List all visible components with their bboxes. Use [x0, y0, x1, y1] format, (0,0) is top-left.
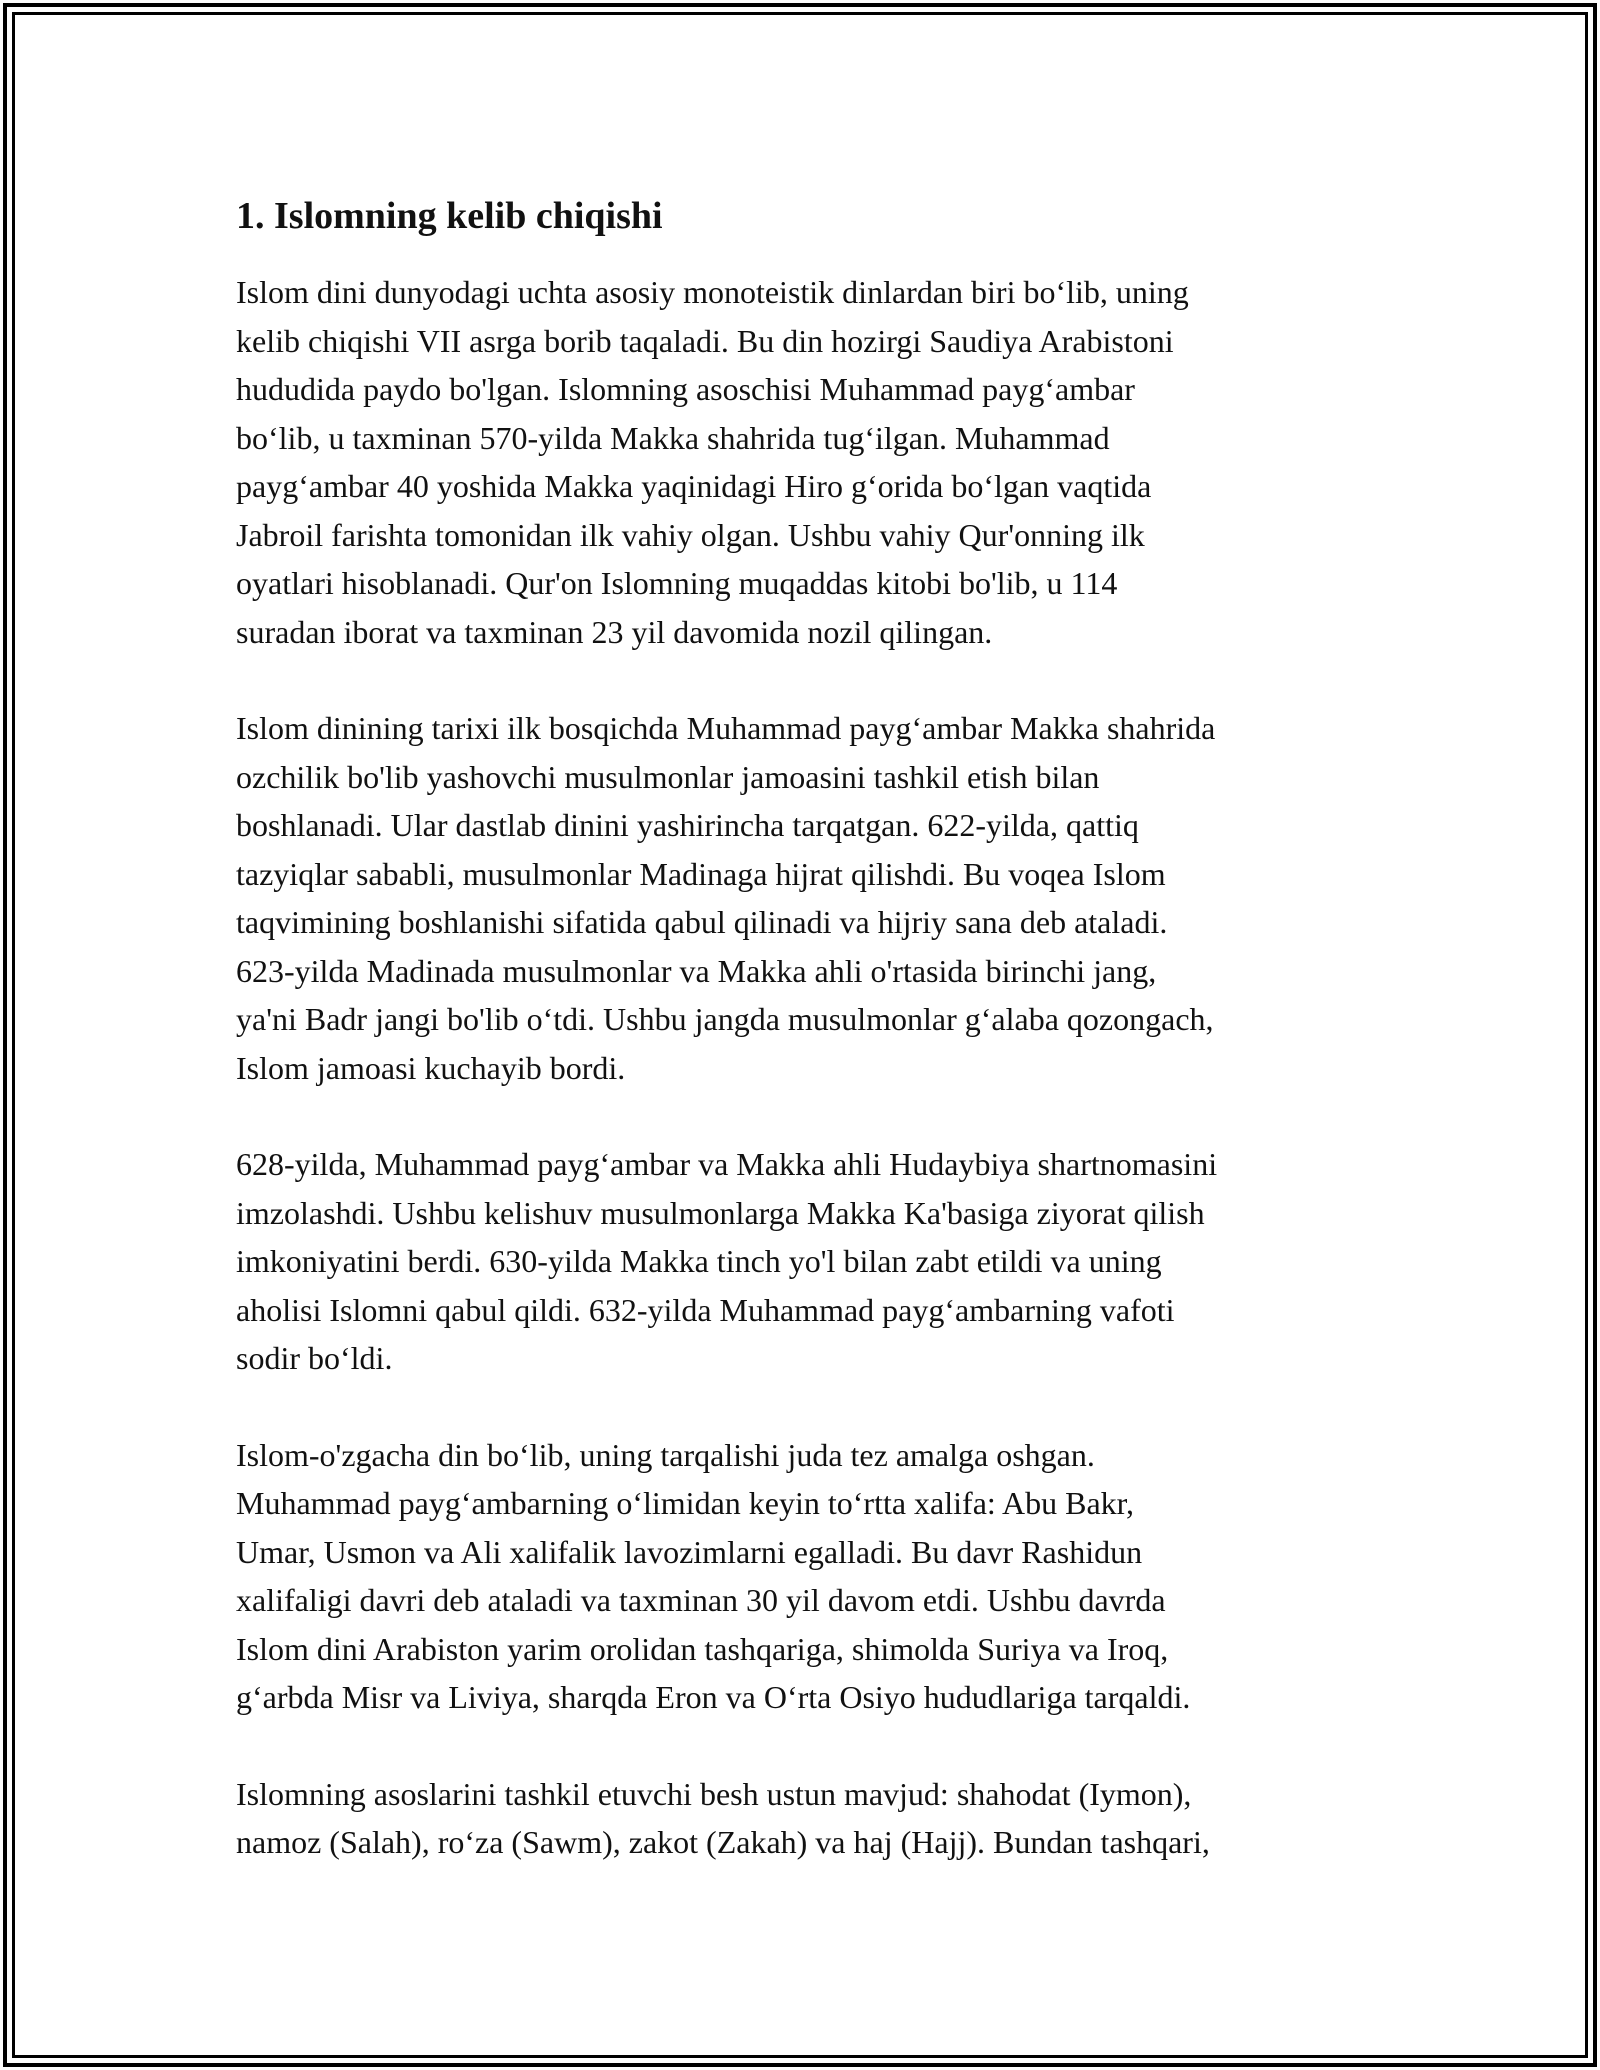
text-line: boshlanadi. Ular dastlab dinini yashirincha tarqatgan. 622-yilda, qattiq: [236, 807, 1139, 843]
paragraph-hudaybiya: [236, 1140, 1376, 1383]
text-line: imkoniyatini berdi. 630-yilda Makka tinch yo'l bilan zabt etildi va uning: [236, 1243, 1162, 1279]
text-line: Umar, Usmon va Ali xalifalik lavozimlarni egalladi. Bu davr Rashidun: [236, 1533, 1143, 1570]
text-line: tazyiqlar sababli, musulmonlar Madinaga hijrat qilishdi. Bu voqea Islom: [236, 855, 1166, 892]
document-body: [236, 188, 1376, 1915]
text-line: 628-yilda, Muhammad payg‘ambar va Makka ahli Hudaybiya shartnomasini: [236, 1146, 1218, 1182]
paragraph-early-history: [236, 704, 1376, 1092]
text-line: Muhammad payg‘ambarning o‘limidan keyin to‘rtta xalifa: Abu Bakr,: [236, 1485, 1135, 1521]
text-line: bo‘lib, u taxminan 570-yilda Makka shahrida tug‘ilgan. Muhammad: [236, 419, 1110, 456]
text-line: namoz (Salah), ro‘za (Sawm), zakot (Zakah) va haj (Hajj). Bundan tashqari,: [236, 1824, 1210, 1860]
text-line: Islom jamoasi kuchayib bordi.: [236, 1049, 626, 1086]
text-line: ya'ni Badr jangi bo'lib o‘tdi. Ushbu jangda musulmonlar g‘alaba qozongach,: [236, 1001, 1214, 1037]
paragraph-origin: [236, 268, 1376, 656]
section-heading: 1. Islomning kelib chiqishi: [236, 195, 663, 237]
text-line: imzolashdi. Ushbu kelishuv musulmonlarga Makka Ka'basiga ziyorat qilish: [236, 1194, 1205, 1231]
text-line: xalifaligi davri deb ataladi va taxminan 30 yil davom etdi. Ushbu davrda: [236, 1582, 1166, 1618]
text-line: ozchilik bo'lib yashovchi musulmonlar jamoasini tashkil etish bilan: [236, 758, 1100, 795]
text-line: Islom dini dunyodagi uchta asosiy monoteistik dinlardan biri bo‘lib, uning: [236, 274, 1189, 310]
text-line: Islom dinining tarixi ilk bosqichda Muhammad payg‘ambar Makka shahrida: [236, 710, 1216, 746]
text-line: oyatlari hisoblanadi. Qur'on Islomning muqaddas kitobi bo'lib, u 114: [236, 565, 1118, 601]
text-line: suradan iborat va taxminan 23 yil davomida nozil qilingan.: [236, 613, 993, 650]
text-line: aholisi Islomni qabul qildi. 632-yilda Muhammad payg‘ambarning vafoti: [236, 1291, 1175, 1328]
text-line: 623-yilda Madinada musulmonlar va Makka ahli o'rtasida birinchi jang,: [236, 952, 1157, 989]
text-line: g‘arbda Misr va Liviya, sharqda Eron va O‘rta Osiyo hududlariga tarqaldi.: [236, 1679, 1191, 1715]
text-line: sodir bo‘ldi.: [236, 1340, 393, 1376]
text-line: payg‘ambar 40 yoshida Makka yaqinidagi Hiro g‘orida bo‘lgan vaqtida: [236, 468, 1152, 504]
text-line: Jabroil farishta tomonidan ilk vahiy olgan. Ushbu vahiy Qur'onning ilk: [236, 516, 1145, 553]
text-line: Islom-o'zgacha din bo‘lib, uning tarqalishi juda tez amalga oshgan.: [236, 1436, 1095, 1473]
paragraph-rashidun: [236, 1431, 1376, 1722]
text-line: Islomning asoslarini tashkil etuvchi besh ustun mavjud: shahodat (Iymon),: [236, 1775, 1192, 1812]
text-line: taqvimining boshlanishi sifatida qabul qilinadi va hijriy sana deb ataladi.: [236, 904, 1168, 940]
text-line: kelib chiqishi VII asrga borib taqaladi. Bu din hozirgi Saudiya Arabistoni: [236, 322, 1174, 359]
paragraph-five-pillars: [236, 1770, 1376, 1867]
text-line: Islom dini Arabiston yarim orolidan tashqariga, shimolda Suriya va Iroq,: [236, 1630, 1169, 1667]
text-line: hududida paydo bo'lgan. Islomning asoschisi Muhammad payg‘ambar: [236, 371, 1135, 407]
